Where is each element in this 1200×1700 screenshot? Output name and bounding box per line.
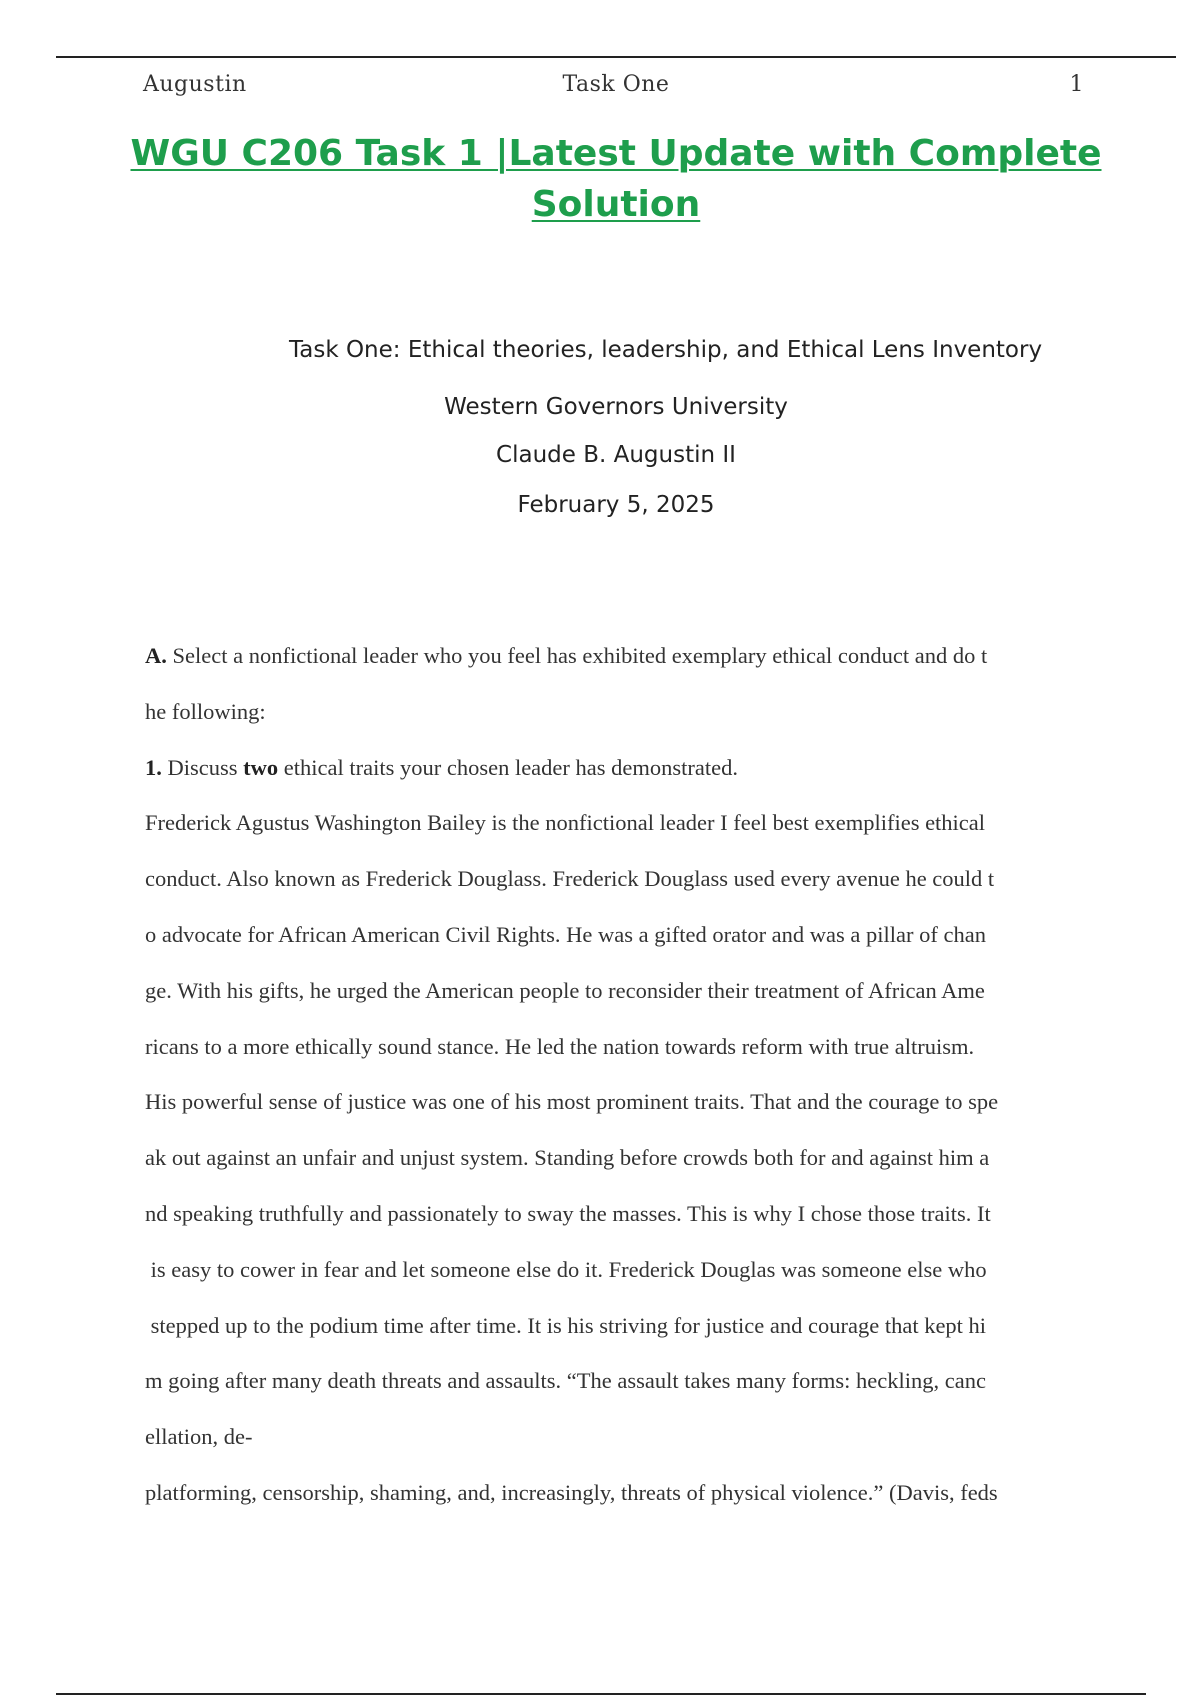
prompt-a	[145, 628, 1090, 684]
cover-university: Western Governors University	[444, 394, 788, 420]
body-line: ak out against an unfair and unjust system. Standing before crowds both for and against him a	[145, 1145, 990, 1171]
prompt-1-text-pre: Discuss	[161, 754, 244, 780]
running-head-author: Augustin	[143, 72, 247, 97]
prompt-a-continued: he following:	[145, 698, 266, 724]
document-body	[145, 628, 1090, 1521]
prompt-a-text: Select a nonfictional leader who you feel has exhibited exemplary ethical conduct and do t	[166, 643, 988, 668]
cover-author: Claude B. Augustin II	[496, 442, 736, 468]
title-line-1[interactable]: WGU C206 Task 1 |Latest Update with Complete	[130, 133, 1102, 174]
body-line: m going after many death threats and assaults. “The assault takes many forms: heckling, canc	[145, 1368, 986, 1394]
body-line: conduct. Also known as Frederick Douglass. Frederick Douglass used every avenue he could t	[145, 866, 995, 892]
header-rule	[56, 56, 1176, 58]
body-line: ellation, de-	[145, 1424, 253, 1450]
page-number: 1	[1069, 72, 1084, 97]
footer-rule	[56, 1693, 1146, 1695]
body-line: platforming, censorship, shaming, and, increasingly, threats of physical violence.” (Davis, feds	[145, 1479, 998, 1505]
title-line-2[interactable]: Solution	[531, 184, 701, 225]
body-line: o advocate for African American Civil Rights. He was a gifted orator and was a pillar of chan	[145, 921, 986, 947]
prompt-a-label: A.	[145, 643, 167, 668]
body-line: stepped up to the podium time after time. It is his striving for justice and courage that kept hi	[145, 1312, 987, 1338]
prompt-1-text-post: ethical traits your chosen leader has demonstrated.	[278, 754, 738, 780]
body-line: nd speaking truthfully and passionately to sway the masses. This is why I chose those traits. It	[145, 1200, 991, 1226]
body-line: ge. With his gifts, he urged the American people to reconsider their treatment of African Ame	[145, 977, 985, 1003]
document-title[interactable]	[100, 128, 1132, 230]
body-line: is easy to cower in fear and let someone else do it. Frederick Douglas was someone else who	[145, 1256, 987, 1282]
body-line: Frederick Agustus Washington Bailey is the nonfictional leader I feel best exemplifies ethical	[145, 810, 986, 836]
body-line: His powerful sense of justice was one of his most prominent traits. That and the courage to spe	[145, 1089, 999, 1115]
cover-date: February 5, 2025	[517, 492, 715, 518]
cover-task-title: Task One: Ethical theories, leadership, and Ethical Lens Inventory	[289, 337, 1043, 363]
running-head-title: Task One	[562, 72, 670, 97]
prompt-1-bold: two	[243, 754, 279, 780]
prompt-1-label: 1.	[145, 754, 162, 780]
body-line: ricans to a more ethically sound stance. He led the nation towards reform with true altruism.	[145, 1033, 975, 1059]
prompt-1	[145, 740, 1090, 796]
